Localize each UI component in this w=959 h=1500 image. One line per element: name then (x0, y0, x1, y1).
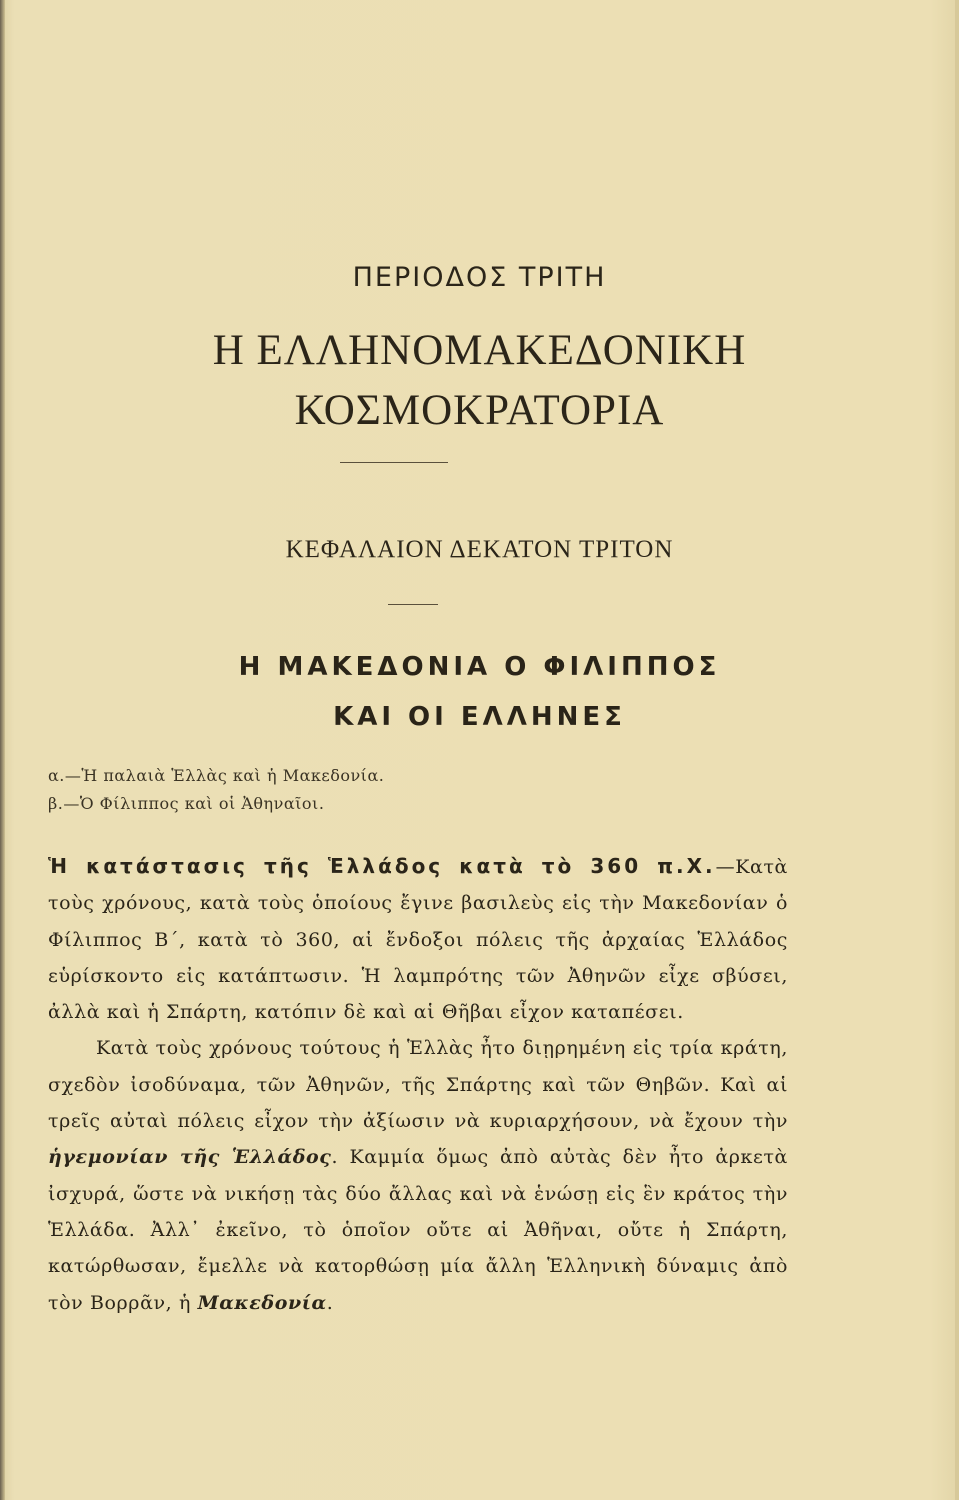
part-title-line1: Η ΕΛΛΗΝΟΜΑΚΕΔΟΝΙΚΗ (212, 327, 747, 374)
contents-item-b: β.—Ὁ Φίλιππος καὶ οἱ Ἀθηναῖοι. (48, 794, 325, 813)
paragraph-2 (48, 1030, 788, 1320)
paragraph-2-text-cont: . Καμμία ὅμως ἀπὸ αὐτὰς δὲν ἦτο ἀρκετὰ ἰσχυρά, ὥστε νὰ νικήσῃ τὰς δύο ἄλλας καὶ νὰ ἑνώσῃ εἰς ἓν κράτος τὴν Ἑλλάδα. Ἀλλ᾿ ἐκεῖνο, τὸ ὁποῖον οὔτε αἱ Ἀθῆναι, οὔτε ἡ Σπάρτη, κατώρθωσαν, ἔμελλε νὰ κατορθώσῃ μία ἄλλη Ἑλληνικὴ δύναμις ἀπὸ τὸν Βορρᾶν, ἡ (48, 1146, 788, 1314)
paragraph-2-end: . (326, 1291, 334, 1314)
chapter-heading: ΚΕΦΑΛΑΙΟΝ ΔΕΚΑΤΟΝ ΤΡΙΤΟΝ (285, 536, 674, 563)
part-title-line2: ΚΟΣΜΟΚΡΑΤΟΡΙΑ (294, 387, 665, 434)
chapter-title-line2: ΚΑΙ ΟΙ ΕΛΛΗΝΕΣ (333, 702, 626, 732)
period-title: ΠΕΡΙΟΔΟΣ ΤΡΙΤΗ (352, 262, 607, 293)
contents-item-a: α.—Ἡ παλαιὰ Ἑλλὰς καὶ ἡ Μακεδονία. (48, 766, 385, 785)
emphasis-macedonia: Μακεδονία (197, 1291, 327, 1314)
paragraph-1-text: —Κατὰ τοὺς χρόνους, κατὰ τοὺς ὁποίους ἔγινε βασιλεὺς εἰς τὴν Μακεδονίαν ὁ Φίλιππος Β΄, κατὰ τὸ 360, αἱ ἔνδοξοι πόλεις τῆς ἀρχαίας Ἑλλάδος εὑρίσκοντο εἰς κατάπτωσιν. Ἡ λαμπρότης τῶν Ἀθηνῶν εἶχε σβύσει, ἀλλὰ καὶ ἡ Σπάρτη, κατόπιν δὲ καὶ αἱ Θῆβαι εἶχον καταπέσει. (48, 856, 788, 1024)
page-right-margin (955, 0, 959, 1500)
section-heading: Ἡ κατάστασις τῆς Ἑλλάδος κατὰ τὸ 360 π.Χ. (48, 854, 716, 878)
chapter-title-line1: Η ΜΑΚΕΔΟΝΙΑ Ο ΦΙΛΙΠΠΟΣ (238, 652, 721, 682)
emphasis-hegemony: ἡγεμονίαν τῆς Ἑλλάδος (48, 1146, 332, 1169)
paragraph-1 (48, 848, 788, 1030)
page-binding-edge (0, 0, 5, 1500)
divider-rule (388, 604, 438, 605)
divider-rule (340, 462, 448, 463)
body-text (48, 848, 788, 1321)
paragraph-2-text: Κατὰ τοὺς χρόνους τούτους ἡ Ἑλλὰς ἦτο διῃρημένη εἰς τρία κράτη, σχεδὸν ἰσοδύναμα, τῶν Ἀθηνῶν, τῆς Σπάρτης καὶ τῶν Θηβῶν. Καὶ αἱ τρεῖς αὐταὶ πόλεις εἶχον τὴν ἀξίωσιν νὰ κυριαρχήσουν, νὰ ἔχουν τὴν (48, 1037, 788, 1133)
